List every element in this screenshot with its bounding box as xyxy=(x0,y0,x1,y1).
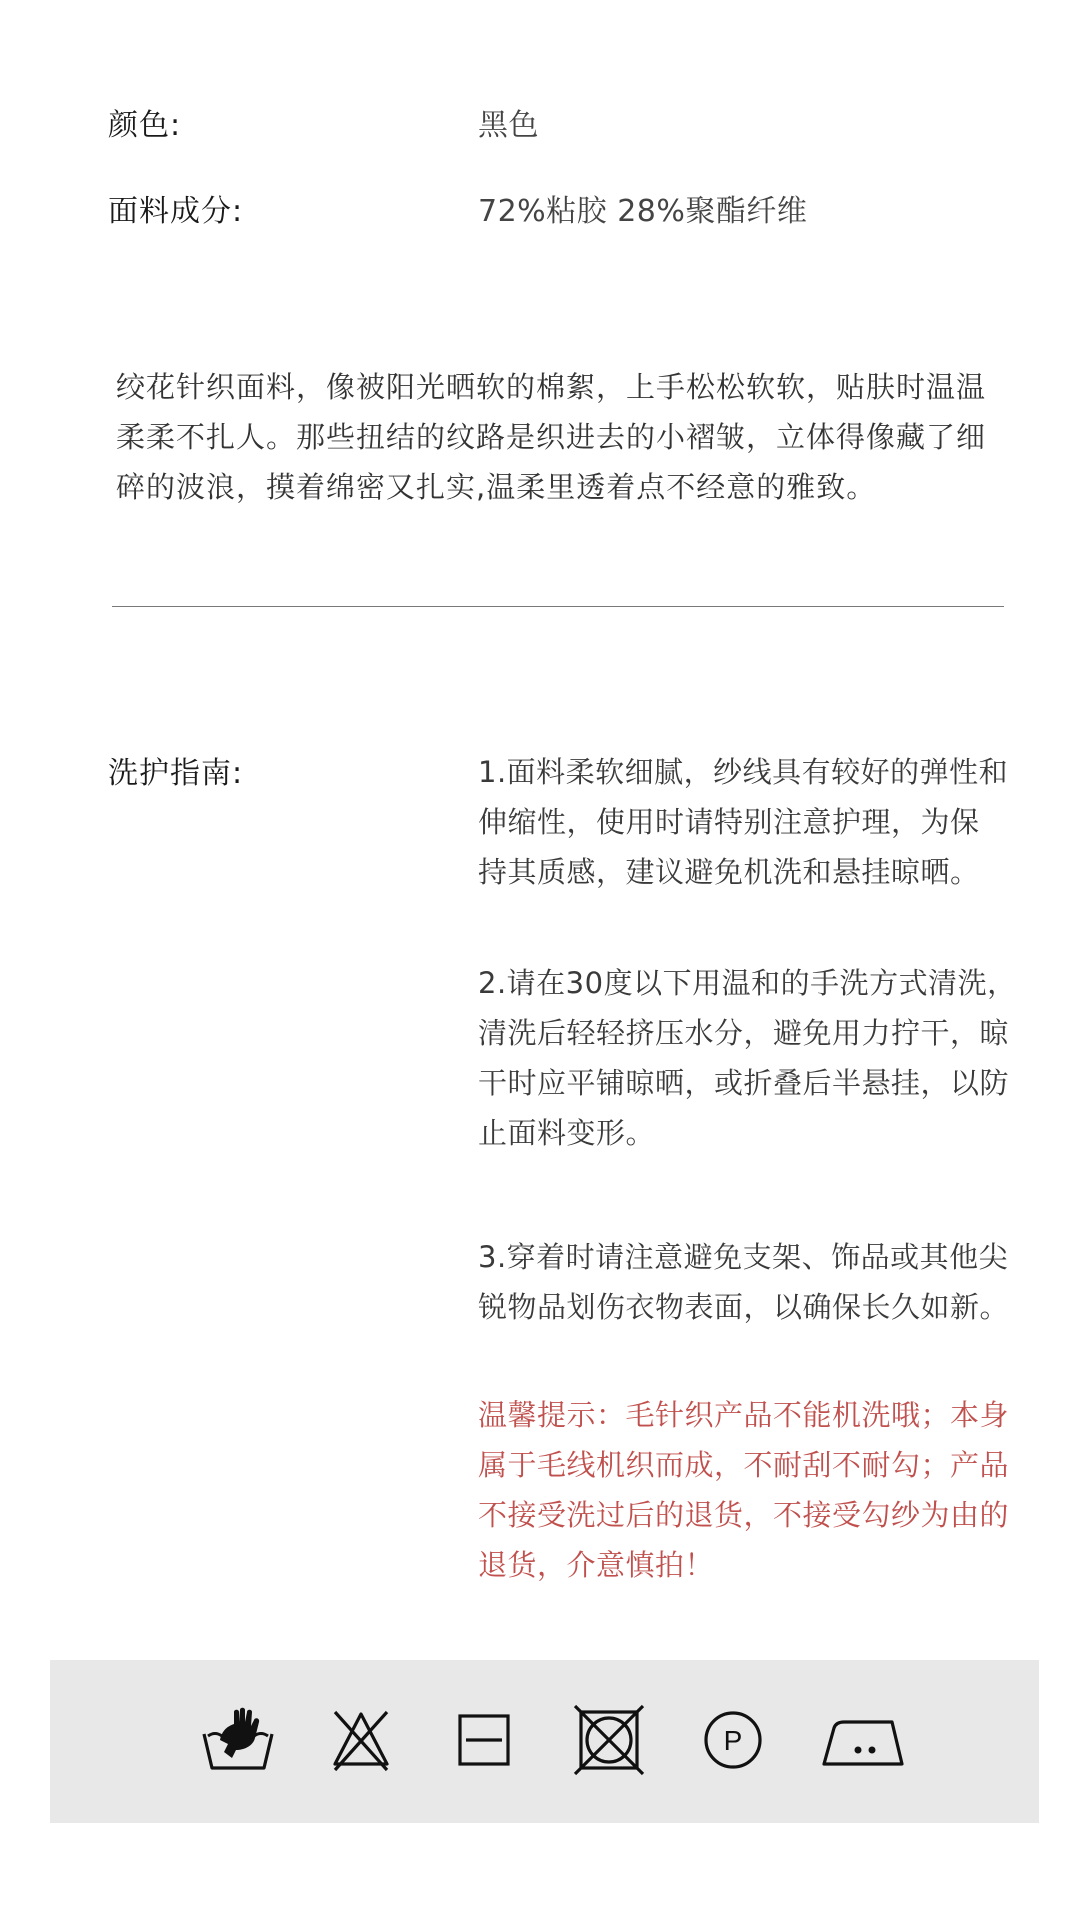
care-item-2 xyxy=(478,958,1038,1158)
section-divider xyxy=(112,606,1004,607)
description-line: 碎的波浪，摸着绵密又扎实,温柔里透着点不经意的雅致。 xyxy=(116,470,877,504)
warm-tip-line: 属于毛线机织而成，不耐刮不耐勾；产品 xyxy=(478,1448,1010,1482)
fabric-description xyxy=(116,362,1016,512)
care-guide-label: 洗护指南: xyxy=(108,756,244,791)
care-line: 2.请在30度以下用温和的手洗方式清洗， xyxy=(478,966,1017,1000)
do-not-tumble-dry-icon xyxy=(569,1700,649,1780)
care-line: 锐物品划伤衣物表面，以确保长久如新。 xyxy=(478,1290,1010,1324)
warm-tip-line: 不接受洗过后的退货，不接受勾纱为由的 xyxy=(478,1498,1010,1532)
warm-tip-line: 温馨提示：毛针织产品不能机洗哦；本身 xyxy=(478,1398,1010,1432)
care-line: 止面料变形。 xyxy=(478,1116,656,1150)
care-item-3 xyxy=(478,1232,1038,1332)
care-symbols-bar xyxy=(50,1660,1039,1823)
do-not-bleach-icon xyxy=(321,1700,401,1780)
care-line: 3.穿着时请注意避免支架、饰品或其他尖 xyxy=(478,1240,1009,1274)
iron-medium-heat-icon xyxy=(818,1700,908,1780)
dry-clean-letter: P xyxy=(723,1725,743,1756)
care-line: 持其质感，建议避免机洗和悬挂晾晒。 xyxy=(478,855,980,889)
fabric-value: 72%粘胶 28%聚酯纤维 xyxy=(478,194,808,229)
description-line: 柔柔不扎人。那些扭结的纹路是织进去的小褶皱，立体得像藏了细 xyxy=(116,420,987,454)
color-value: 黑色 xyxy=(478,108,539,143)
dry-flat-icon xyxy=(444,1700,524,1780)
dry-clean-p-icon xyxy=(693,1700,773,1780)
care-item-1 xyxy=(478,747,1038,897)
fabric-label: 面料成分: xyxy=(108,194,244,229)
hand-wash-icon xyxy=(198,1700,278,1780)
color-label: 颜色: xyxy=(108,108,182,143)
warm-tip xyxy=(478,1390,1038,1590)
description-line: 绞花针织面料，像被阳光晒软的棉絮，上手松松软软，贴肤时温温 xyxy=(116,370,987,404)
care-line: 伸缩性，使用时请特别注意护理，为保 xyxy=(478,805,980,839)
care-line: 清洗后轻轻挤压水分，避免用力拧干，晾 xyxy=(478,1016,1010,1050)
care-line: 1.面料柔软细腻，纱线具有较好的弹性和 xyxy=(478,755,1009,789)
warm-tip-line: 退货，介意慎拍！ xyxy=(478,1548,715,1582)
care-line: 干时应平铺晾晒，或折叠后半悬挂，以防 xyxy=(478,1066,1010,1100)
